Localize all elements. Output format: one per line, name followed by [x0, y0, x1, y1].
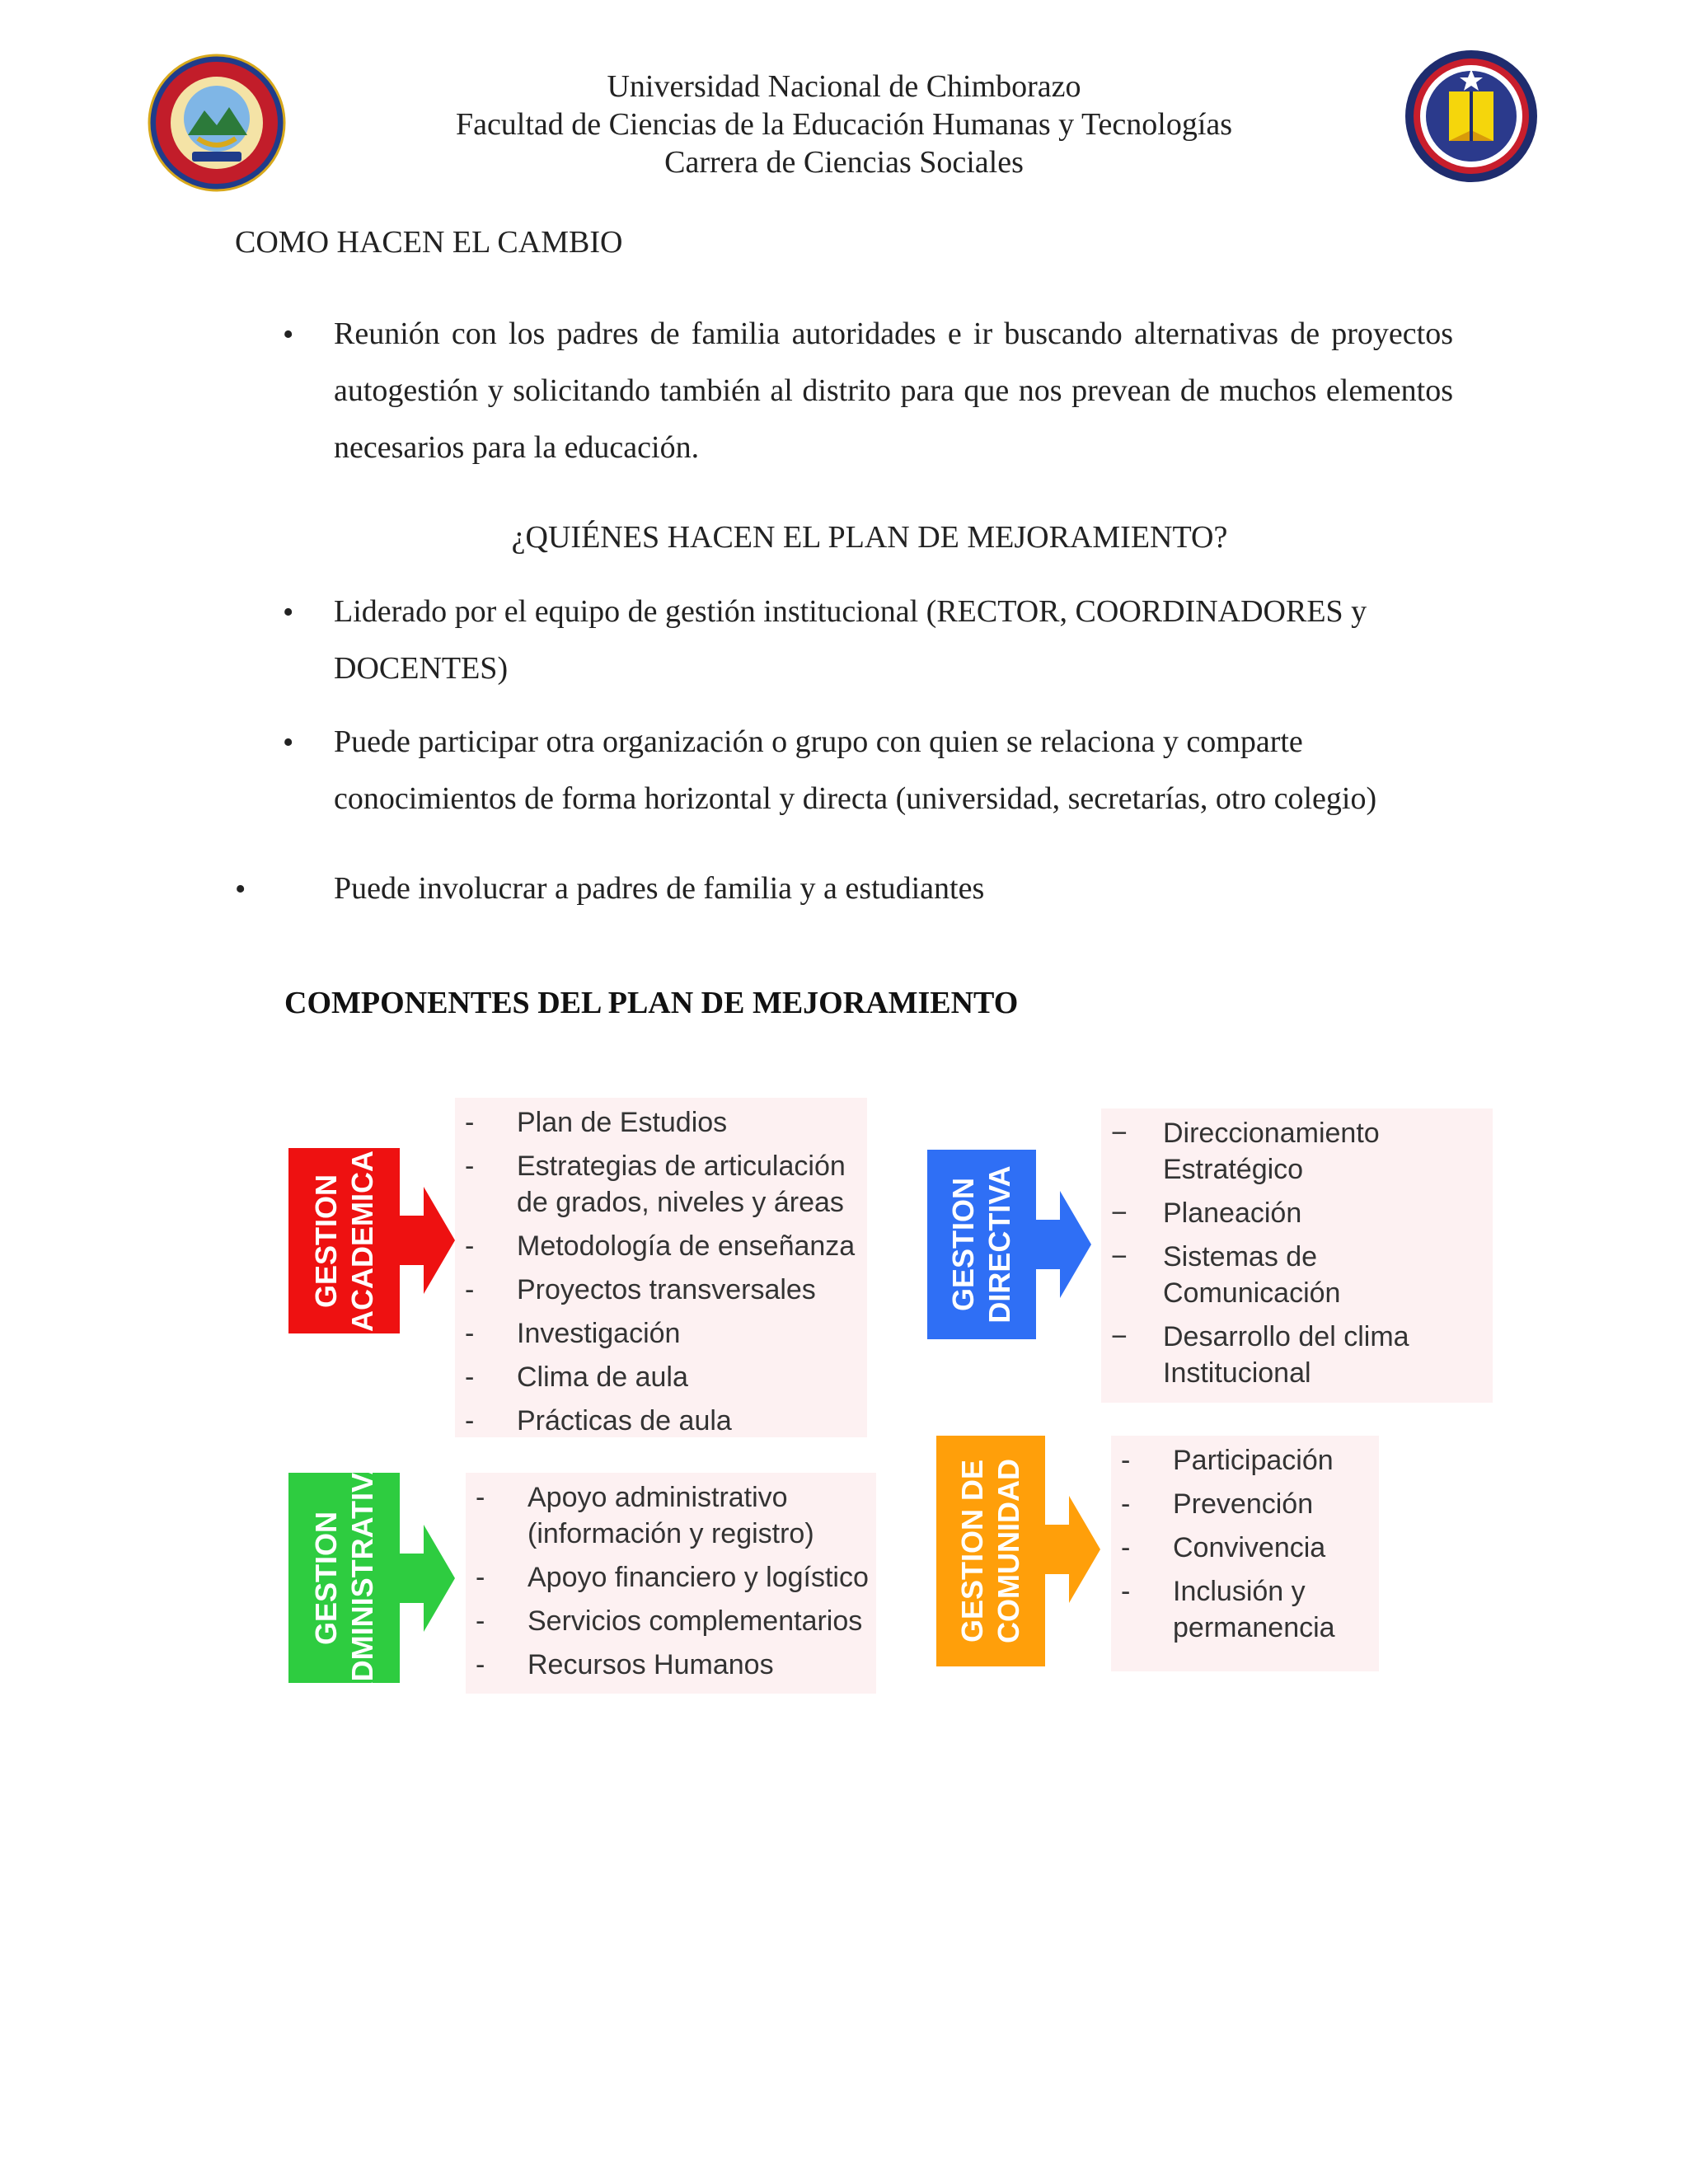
list-item: - Participación	[1121, 1445, 1334, 1476]
list-item: - Proyectos transversales	[465, 1274, 816, 1305]
bullet-glyph: •	[235, 872, 246, 907]
box-label-line1: GESTION	[308, 1174, 343, 1308]
list-item: - Investigación	[465, 1318, 681, 1349]
list-item: - Prevención	[1121, 1488, 1314, 1520]
list-item: − Planeación	[1111, 1197, 1302, 1229]
box-label-line1: GESTION DE	[955, 1459, 989, 1643]
list-item: - Clima de aula	[465, 1361, 688, 1393]
who-bullet-1: Liderado por el equipo de gestión institucional (RECTOR, COORDINADORES y DOCENTES)	[334, 594, 1367, 686]
section-components-title: COMPONENTES DEL PLAN DE MEJORAMIENTO	[284, 986, 1019, 1020]
list-item: - Metodología de enseñanza	[465, 1230, 856, 1262]
list-item: − Sistemas de Comunicación	[1111, 1241, 1341, 1309]
box-label-line2: DIRECTIVA	[982, 1165, 1016, 1324]
list-item: - Prácticas de aula	[465, 1405, 732, 1436]
gestion-comunidad-box	[936, 1436, 1045, 1666]
list-item: - Recursos Humanos	[476, 1649, 774, 1680]
arrow-right-icon	[1044, 1496, 1100, 1603]
list-item: - Plan de Estudios	[465, 1107, 728, 1138]
box-label-line1: GESTION	[946, 1177, 980, 1312]
university-name: Universidad Nacional de Chimborazo	[607, 69, 1081, 104]
gestion-directiva-panel	[1101, 1108, 1493, 1403]
change-bullet-text: Reunión con los padres de familia autoridades e ir buscando alternativas de proyectos autogestión y solicitando también al distrito para que nos prevean de muchos elementos necesarios para la educación.	[334, 316, 1453, 465]
list-item: - Apoyo administrativo (información y registro)	[476, 1482, 814, 1549]
who-bullet-3: Puede involucrar a padres de familia y a estudiantes	[334, 871, 985, 906]
list-item: - Servicios complementarios	[476, 1605, 863, 1637]
gestion-comunidad-panel	[1111, 1436, 1379, 1671]
box-label-line1: GESTION	[308, 1511, 343, 1645]
gestion-administrativa-panel	[466, 1473, 876, 1694]
list-item: - Apoyo financiero y logístico	[476, 1562, 869, 1593]
list-item: − Direccionamiento Estratégico	[1111, 1118, 1380, 1185]
arrow-right-icon	[399, 1525, 455, 1632]
gestion-directiva-box	[927, 1150, 1036, 1339]
section-who-title: ¿QUIÉNES HACEN EL PLAN DE MEJORAMIENTO?	[511, 520, 1228, 555]
list-item: - Inclusión y permanencia	[1121, 1576, 1335, 1643]
career-name: Carrera de Ciencias Sociales	[664, 145, 1024, 180]
arrow-right-icon	[399, 1187, 455, 1294]
who-bullet-2: Puede participar otra organización o grupo con quien se relaciona y comparte conocimientos de forma horizontal y directa (universidad, secretarías, otro colegio)	[334, 724, 1377, 816]
bullet-glyph: •	[283, 595, 294, 630]
bullet-glyph: •	[283, 317, 294, 352]
list-item: - Convivencia	[1121, 1532, 1326, 1563]
box-label-line2: ADMINISTRATIVA	[345, 1453, 379, 1703]
section-change-title: COMO HACEN EL CAMBIO	[235, 225, 623, 260]
list-item: - Estrategias de articulación de grados, niveles y áreas	[465, 1151, 846, 1218]
gestion-academica-box	[288, 1148, 400, 1333]
institution-header	[0, 68, 1688, 181]
bullet-glyph: •	[283, 725, 294, 760]
arrow-right-icon	[1035, 1191, 1091, 1298]
box-label-line2: ACADEMICA	[345, 1150, 379, 1332]
box-label-line2: COMUNIDAD	[992, 1459, 1025, 1643]
gestion-administrativa-box	[288, 1453, 400, 1703]
list-item: − Desarrollo del clima Institucional	[1111, 1321, 1409, 1389]
gestion-academica-panel	[455, 1098, 867, 1437]
faculty-name: Facultad de Ciencias de la Educación Humanas y Tecnologías	[455, 107, 1233, 142]
